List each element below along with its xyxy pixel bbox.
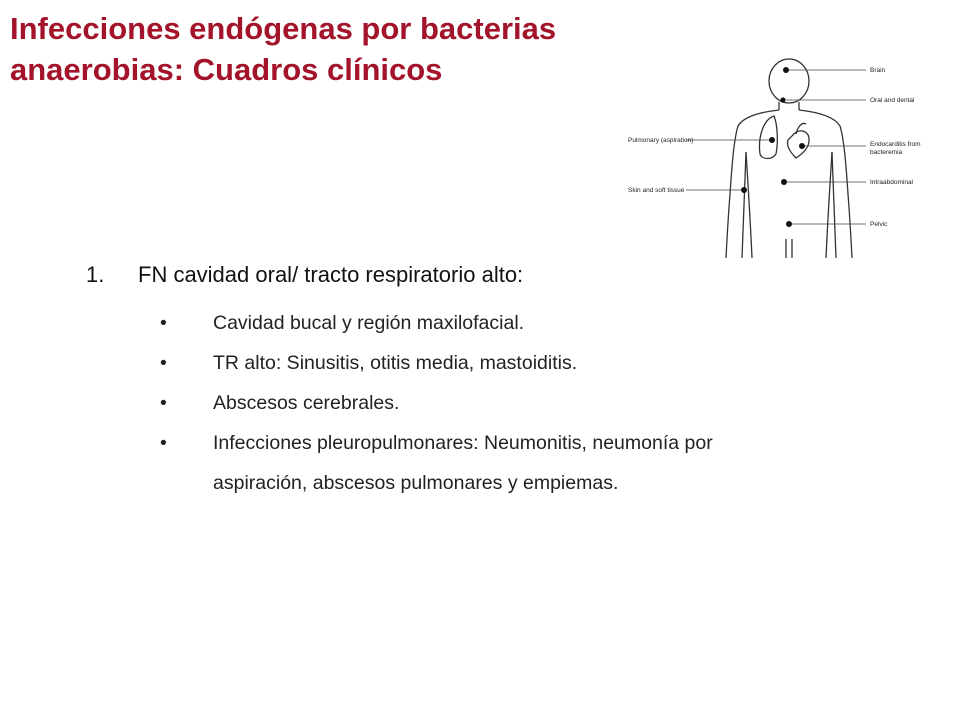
item-number: 1. [86, 262, 105, 287]
bullet-marker: • [160, 312, 167, 334]
list-item [155, 343, 835, 383]
label-intraabdominal: Intraabdominal [870, 179, 913, 186]
list-item [155, 383, 835, 423]
label-endocarditis-1: Endocarditis from [870, 141, 921, 148]
numbered-item-1 [86, 257, 523, 293]
bullet-text: Abscesos cerebrales. [213, 392, 400, 414]
slide-title-line-2: anaerobias: Cuadros clínicos [10, 52, 443, 87]
list-item [155, 423, 773, 503]
bullet-text: Infecciones pleuropulmonares: Neumonitis, neumonía por aspiración, abscesos pulmonares y empiemas. [213, 432, 713, 494]
label-brain: Brain [870, 67, 886, 74]
bullet-marker: • [160, 352, 167, 374]
bullet-marker: • [160, 432, 167, 454]
list-item [155, 303, 835, 343]
slide-title-line-1: Infecciones endógenas por bacterias [10, 11, 557, 46]
bullet-text: TR alto: Sinusitis, otitis media, mastoiditis. [213, 352, 578, 374]
label-endocarditis-2: bacteremia [870, 149, 903, 156]
label-pelvic: Pelvic [870, 221, 888, 228]
bullet-list [155, 303, 835, 503]
bullet-marker: • [160, 392, 167, 414]
label-pulmonary: Pulmonary (aspiration) [628, 137, 694, 144]
label-skin-soft-tissue: Skin and soft tissue [628, 187, 685, 194]
item-heading: FN cavidad oral/ tracto respiratorio alto: [138, 262, 524, 287]
label-oral-dental: Oral and dental [870, 97, 915, 104]
bullet-text: Cavidad bucal y región maxilofacial. [213, 312, 525, 334]
